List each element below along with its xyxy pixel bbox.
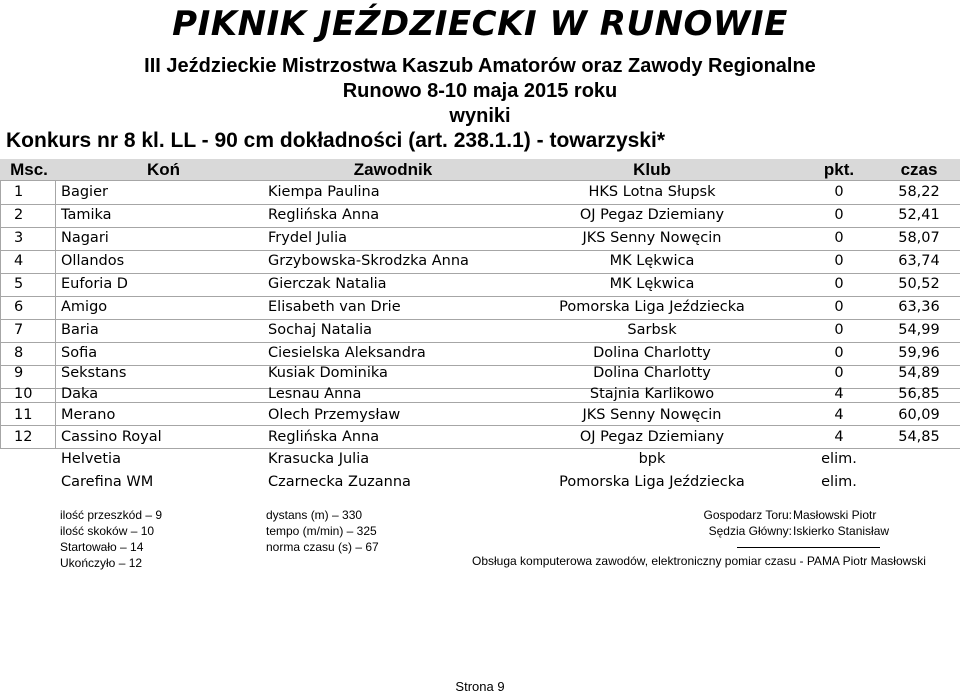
row-position: 11 <box>14 407 33 423</box>
row-time: 59,96 <box>898 345 940 361</box>
stat-jumps: ilość skoków – 10 <box>60 524 155 538</box>
signature-line <box>737 547 880 548</box>
row-time: 63,36 <box>898 299 940 315</box>
row-position: 4 <box>14 253 24 269</box>
row-position: 2 <box>14 207 24 223</box>
row-rider: Frydel Julia <box>268 230 347 246</box>
row-position: 3 <box>14 230 24 246</box>
row-horse: Cassino Royal <box>61 429 162 445</box>
row-rider: Sochaj Natalia <box>268 322 373 338</box>
row-position: 10 <box>14 386 33 402</box>
row-rider: Reglińska Anna <box>268 429 380 445</box>
row-position: 7 <box>14 322 24 338</box>
col-header-rider: Zawodnik <box>353 160 433 179</box>
row-position: 9 <box>14 365 24 381</box>
row-club: Dolina Charlotty <box>593 345 711 361</box>
row-horse: Merano <box>61 407 116 423</box>
row-club: bpk <box>638 451 666 467</box>
service-note: Obsługa komputerowa zawodów, elektroniczny pomiar czasu - PAMA Piotr Masłowski <box>472 554 926 568</box>
official-name: Iskierko Stanisław <box>793 524 890 538</box>
row-time: 50,52 <box>898 276 940 292</box>
row-rider: Olech Przemysław <box>268 407 401 423</box>
row-horse: Ollandos <box>61 253 125 269</box>
row-points: 4 <box>834 407 844 423</box>
row-horse: Euforia D <box>61 276 128 292</box>
page-title: PIKNIK JEŹDZIECKI W RUNOWIE <box>172 4 788 44</box>
row-position <box>14 448 44 471</box>
row-club: OJ Pegaz Dziemiany <box>579 207 725 223</box>
row-horse: Tamika <box>61 207 112 223</box>
row-club: Stajnia Karlikowo <box>589 386 715 402</box>
row-points: 0 <box>834 345 844 361</box>
row-time: 58,07 <box>898 230 940 246</box>
official-name: Masłowski Piotr <box>793 508 877 522</box>
row-club: Pomorska Liga Jeździecka <box>559 474 745 490</box>
competition-title: Konkurs nr 8 kl. LL - 90 cm dokładności (art. 238.1.1) - towarzyski* <box>6 129 665 152</box>
row-points: 0 <box>834 276 844 292</box>
row-club: OJ Pegaz Dziemiany <box>579 429 725 445</box>
row-points: 4 <box>834 429 844 445</box>
row-club: MK Lękwica <box>609 253 695 269</box>
row-time: 63,74 <box>898 253 940 269</box>
row-time: 52,41 <box>898 207 940 223</box>
row-position: 1 <box>14 184 24 200</box>
row-points: 4 <box>834 386 844 402</box>
row-position <box>14 471 44 494</box>
stat-finished: Ukończyło – 12 <box>60 556 143 570</box>
row-position: 5 <box>14 276 24 292</box>
row-horse: Nagari <box>61 230 109 246</box>
row-time: 54,99 <box>898 322 940 338</box>
event-subtitle: III Jeździeckie Mistrzostwa Kaszub Amatorów oraz Zawody Regionalne <box>144 55 816 77</box>
row-rider: Kiempa Paulina <box>268 184 380 200</box>
official-role: Gospodarz Toru: <box>703 508 792 522</box>
row-club: JKS Senny Nowęcin <box>582 230 722 246</box>
row-club: Pomorska Liga Jeździecka <box>559 299 745 315</box>
row-time: 58,22 <box>898 184 940 200</box>
row-points: elim. <box>821 451 857 467</box>
row-points: 0 <box>834 207 844 223</box>
row-position: 8 <box>14 345 24 361</box>
row-position: 6 <box>14 299 24 315</box>
stat-obstacles: ilość przeszkód – 9 <box>60 508 163 522</box>
col-header-club: Klub <box>633 160 671 179</box>
column-divider <box>55 180 56 448</box>
col-header-horse: Koń <box>146 160 181 179</box>
row-horse: Daka <box>61 386 99 402</box>
stat-distance: dystans (m) – 330 <box>266 508 363 522</box>
row-points: 0 <box>834 253 844 269</box>
row-time: 60,09 <box>898 407 940 423</box>
row-points: 0 <box>834 184 844 200</box>
row-points: elim. <box>821 474 857 490</box>
row-points: 0 <box>834 365 844 381</box>
row-points: 0 <box>834 299 844 315</box>
row-points: 0 <box>834 322 844 338</box>
row-horse: Carefina WM <box>61 474 154 490</box>
col-header-time: czas <box>900 160 938 179</box>
row-time: 54,85 <box>898 429 940 445</box>
row-rider: Lesnau Anna <box>268 386 362 402</box>
col-header-pos: Msc. <box>10 160 48 179</box>
row-horse: Sofia <box>61 345 98 361</box>
row-time <box>880 471 958 494</box>
stat-tempo: tempo (m/min) – 325 <box>266 524 377 538</box>
row-rider: Elisabeth van Drie <box>268 299 401 315</box>
row-rider: Kusiak Dominika <box>268 365 388 381</box>
row-rider: Reglińska Anna <box>268 207 380 223</box>
col-header-points: pkt. <box>823 160 855 179</box>
row-club: Dolina Charlotty <box>593 365 711 381</box>
row-rider: Grzybowska-Skrodzka Anna <box>268 253 469 269</box>
row-time: 54,89 <box>898 365 940 381</box>
row-time <box>880 448 958 471</box>
official-role: Sędzia Główny: <box>708 524 792 538</box>
stat-time-allowed: norma czasu (s) – 67 <box>266 540 379 554</box>
row-horse: Baria <box>61 322 99 338</box>
row-rider: Krasucka Julia <box>268 451 370 467</box>
page-number: Strona 9 <box>455 679 505 694</box>
row-horse: Bagier <box>61 184 108 200</box>
row-club: MK Lękwica <box>609 276 695 292</box>
row-horse: Sekstans <box>61 365 127 381</box>
row-club: JKS Senny Nowęcin <box>582 407 722 423</box>
stat-started: Startowało – 14 <box>60 540 144 554</box>
row-position: 12 <box>14 429 33 445</box>
row-horse: Helvetia <box>61 451 121 467</box>
row-horse: Amigo <box>61 299 108 315</box>
row-club: Sarbsk <box>627 322 677 338</box>
event-dates: Runowo 8-10 maja 2015 roku <box>342 80 618 102</box>
row-club: HKS Lotna Słupsk <box>588 184 716 200</box>
row-rider: Ciesielska Aleksandra <box>268 345 426 361</box>
row-points: 0 <box>834 230 844 246</box>
row-rider: Gierczak Natalia <box>268 276 387 292</box>
results-label: wyniki <box>449 105 511 127</box>
table-header <box>0 159 960 180</box>
row-rider: Czarnecka Zuzanna <box>268 474 411 490</box>
row-time: 56,85 <box>898 386 940 402</box>
table-border-left <box>0 180 1 448</box>
